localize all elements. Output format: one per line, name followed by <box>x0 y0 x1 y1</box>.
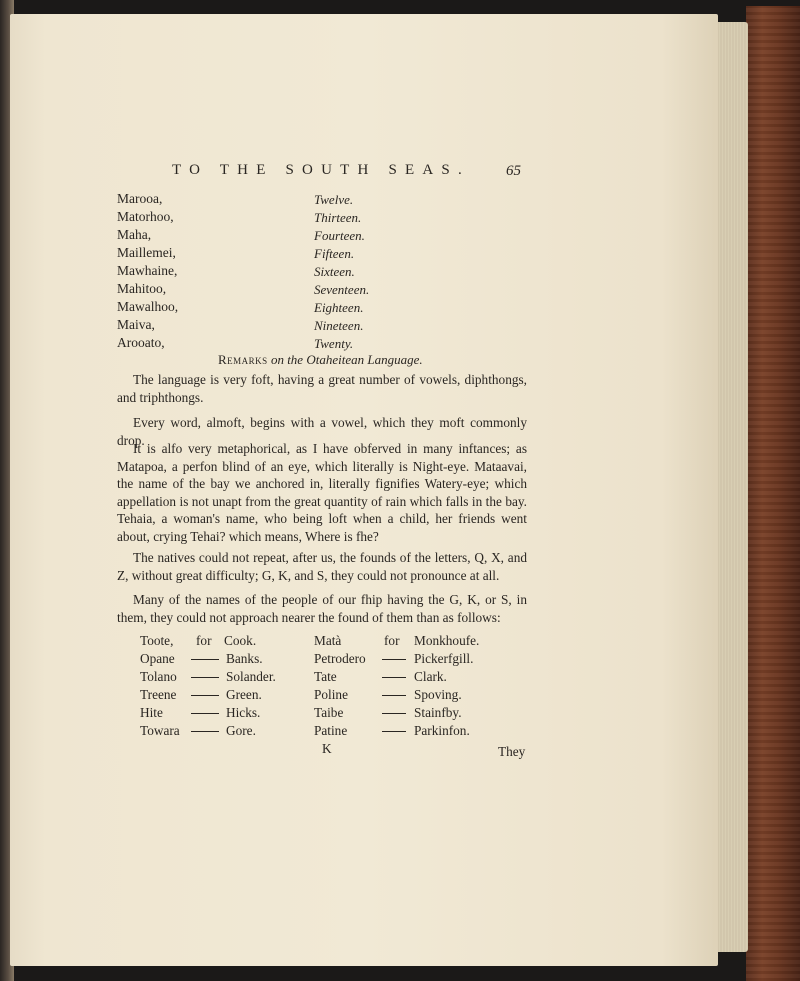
page-number: 65 <box>506 163 521 179</box>
heading-on: on <box>270 352 284 367</box>
english-name: Solander. <box>226 669 276 684</box>
number-word: Mawhaine, <box>117 263 178 278</box>
paragraph: Many of the names of the people of our fhip having the G, K, or S, in them, they could not approach nearer the found of them than as follows: <box>117 592 527 625</box>
english-name: Clark. <box>414 669 447 684</box>
ditto-dash <box>188 669 222 685</box>
number-word: Maha, <box>117 227 152 242</box>
number-word: Mahitoo, <box>117 281 167 296</box>
ditto-dash <box>382 651 406 667</box>
english-name: Stainfby. <box>414 705 462 720</box>
english-name: Banks. <box>226 651 263 666</box>
paragraph: Every word, almoft, begins with a vowel, which they moft commonly drop. <box>117 415 527 448</box>
english-name: Parkinfon. <box>414 723 470 738</box>
number-word: Maiva, <box>117 317 155 332</box>
ditto-dash <box>382 687 406 703</box>
native-name: Tolano <box>140 669 177 684</box>
paragraph: The natives could not repeat, after us, the founds of the letters, Q, X, and Z, without great difficulty; G, K, and S, they could not pronounce at all. <box>117 550 527 583</box>
ditto-dash <box>382 669 406 685</box>
number-meaning: Twelve. <box>314 192 354 207</box>
number-meaning: Seventeen. <box>314 282 370 297</box>
ditto-dash <box>188 705 222 721</box>
native-name: Opane <box>140 651 175 666</box>
english-name: Green. <box>226 687 262 702</box>
number-word: Arooato, <box>117 335 165 350</box>
english-name: Gore. <box>226 723 256 738</box>
paragraph: It is alfo very metaphorical, as I have obferved in many inftances; as Matapoa, a perfon blind of an eye, which literally is Night-eye. Mataavai, the name of the bay we anchored in, literally fignifies Watery-eye; which appellation is not unapt from the great quantity of rain which falls in the bay. Tehaia, a woman's name, who being loft when a child, her friends went about, crying Tehai? which means, Where is fhe? <box>117 441 527 544</box>
number-meaning: Eighteen. <box>314 300 364 315</box>
for-label: for <box>196 633 212 648</box>
native-name: Petrodero <box>314 651 366 666</box>
book-cover-edge <box>746 6 800 981</box>
native-name: Toote, <box>140 633 174 648</box>
section-heading <box>218 352 423 368</box>
number-meaning: Thirteen. <box>314 210 362 225</box>
english-name: Pickerfgill. <box>414 651 474 666</box>
english-name: Monkhoufe. <box>414 633 480 648</box>
native-name: Taibe <box>314 705 344 720</box>
number-meaning: Nineteen. <box>314 318 364 333</box>
native-name: Patine <box>314 723 348 738</box>
native-name: Tate <box>314 669 337 684</box>
for-label: for <box>384 633 400 648</box>
native-name: Towara <box>140 723 180 738</box>
heading-subject: Otaheitean Language. <box>306 352 423 367</box>
english-name: Spoving. <box>414 687 462 702</box>
signature-mark: K <box>322 741 332 756</box>
native-name: Matà <box>314 633 342 648</box>
running-title: TO THE SOUTH SEAS. <box>172 162 470 178</box>
native-name: Treene <box>140 687 177 702</box>
ditto-dash <box>382 723 406 739</box>
heading-the: the <box>287 352 304 367</box>
ditto-dash <box>382 705 406 721</box>
catchword: They <box>498 744 526 759</box>
paragraph: The language is very foft, having a great number of vowels, diphthongs, and triphthongs. <box>117 372 527 405</box>
number-meaning: Fifteen. <box>314 246 355 261</box>
number-meaning: Twenty. <box>314 336 354 351</box>
english-name: Cook. <box>224 633 257 648</box>
number-word: Marooa, <box>117 191 163 206</box>
number-meaning: Fourteen. <box>314 228 365 243</box>
ditto-dash <box>188 723 222 739</box>
ditto-dash <box>188 687 222 703</box>
heading-remarks: Remarks <box>218 352 268 367</box>
native-name: Hite <box>140 705 163 720</box>
english-name: Hicks. <box>226 705 261 720</box>
number-word: Mawalhoo, <box>117 299 179 314</box>
number-word: Maillemei, <box>117 245 176 260</box>
number-meaning: Sixteen. <box>314 264 355 279</box>
ditto-dash <box>188 651 222 667</box>
number-word: Matorhoo, <box>117 209 174 224</box>
native-name: Poline <box>314 687 348 702</box>
